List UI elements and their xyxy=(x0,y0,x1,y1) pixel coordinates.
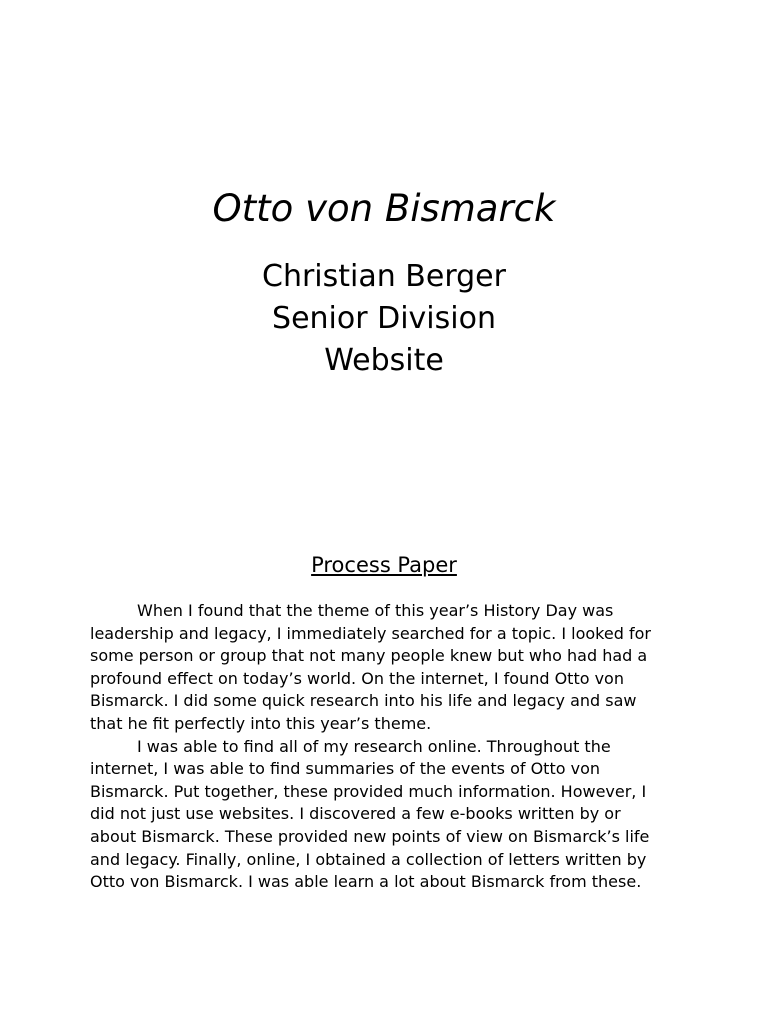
division-label: Senior Division xyxy=(272,301,496,336)
paragraph-2-line: Bismarck. Put together, these provided much information. However, I xyxy=(90,781,647,801)
paragraph-1-line: Bismarck. I did some quick research into his life and legacy and saw xyxy=(90,691,637,711)
paragraph-1-line: When I found that the theme of this year’s History Day was xyxy=(137,601,614,620)
paragraph-2-line: internet, I was able to find summaries of the events of Otto von xyxy=(90,759,600,779)
section-heading: Process Paper xyxy=(311,553,457,577)
paragraph-1-line: leadership and legacy, I immediately searched for a topic. I looked for xyxy=(90,623,651,643)
author-name: Christian Berger xyxy=(262,259,506,294)
title-page-info xyxy=(0,256,768,382)
paragraph-2-line: I was able to find all of my research online. Throughout the xyxy=(137,736,611,756)
document-title: Otto von Bismarck xyxy=(212,187,556,230)
process-paper-body xyxy=(90,600,670,894)
paragraph-1-line: that he fit perfectly into this year’s theme. xyxy=(90,713,432,733)
paragraph-1-line: some person or group that not many people knew but who had had a xyxy=(90,646,648,666)
paragraph-2-line: about Bismarck. These provided new points of view on Bismarck’s life xyxy=(90,826,650,846)
paragraph-1-line: profound effect on today’s world. On the internet, I found Otto von xyxy=(90,668,624,688)
paragraph-2-line: and legacy. Finally, online, I obtained a collection of letters written by xyxy=(90,849,647,869)
category-label: Website xyxy=(324,343,444,378)
paragraph-2-line: Otto von Bismarck. I was able learn a lot about Bismarck from these. xyxy=(90,872,642,892)
paragraph-2-line: did not just use websites. I discovered a few e-books written by or xyxy=(90,804,621,824)
